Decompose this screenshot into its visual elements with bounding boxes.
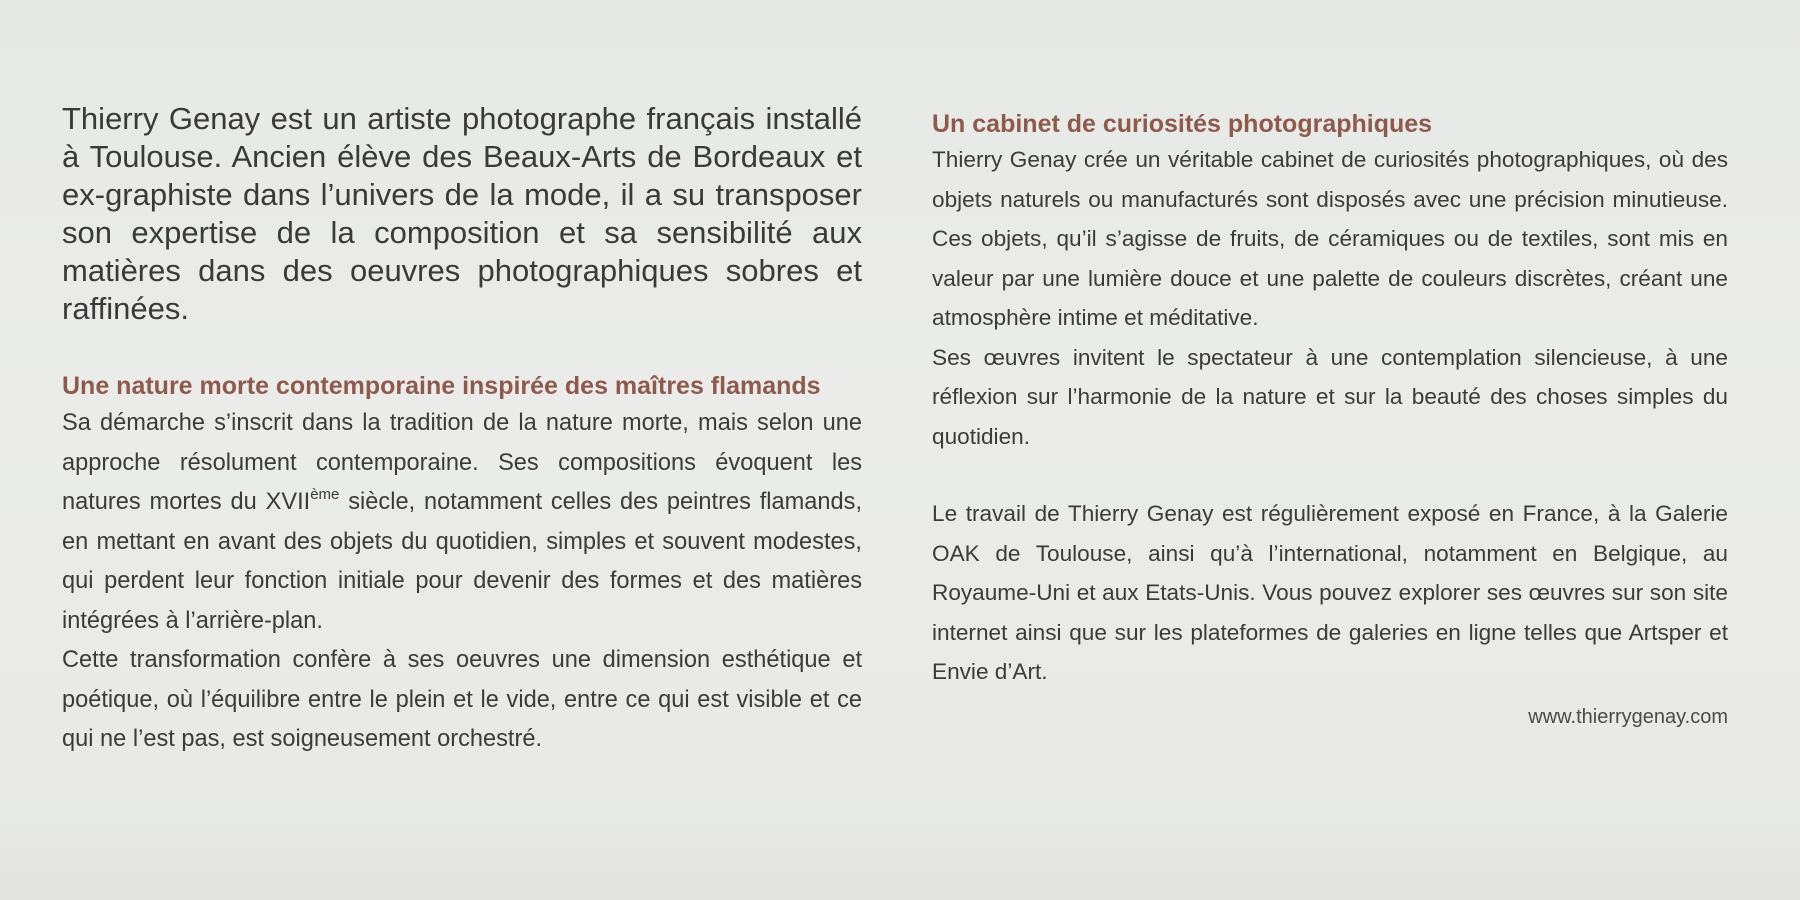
- section1-paragraph-2: Cette transformation confère à ses oeuvres une dimension esthétique et poétique, où l’équilibre entre le plein et le vide, entre ce qui est visible et ce qui ne l’est pas, est soigneusement orchestré.: [62, 647, 862, 752]
- section-heading-cabinet: Un cabinet de curiosités photographiques: [932, 110, 1433, 138]
- section2-paragraph-3: Le travail de Thierry Genay est régulièrement exposé en France, à la Galerie OAK de Toulouse, ainsi qu’à l’international, notamment en Belgique, au Royaume-Uni et aux Etats-Unis. Vous pouvez explorer ses œuvres sur son site internet ainsi que sur les plateformes de galeries en ligne telles que Artsper et Envie d’Art.: [932, 501, 1728, 684]
- right-column: [932, 108, 1728, 728]
- section2-paragraph-2: Ses œuvres invitent le spectateur à une contemplation silencieuse, à une réflexion sur l’harmonie de la nature et sur la beauté des choses simples du quotidien.: [932, 344, 1728, 449]
- page-shadow: [0, 820, 1800, 900]
- section1-paragraph-1: [62, 404, 862, 641]
- section1-paragraph-1-text-cont: siècle, notamment celles des peintres flamands, en mettant en avant des objets du quotidien, simples et souvent modestes, qui perdent leur fonction initiale pour devenir des formes et des matières intégrées à l’arrière-plan.: [62, 489, 863, 634]
- superscript-eme: ème: [310, 486, 340, 503]
- section2-paragraph-1: Thierry Genay crée un véritable cabinet de curiosités photographiques, où des objets naturels ou manufacturés sont disposés avec une précision minutieuse. Ces objets, qu’il s’agisse de fruits, de céramiques ou de textiles, sont mis en valeur par une lumière douce et une palette de couleurs discrètes, créant une atmosphère intime et méditative.: [932, 147, 1728, 330]
- section-heading-nature-morte: Une nature morte contemporaine inspirée des maîtres flamands: [62, 372, 821, 400]
- intro-paragraph: Thierry Genay est un artiste photographe français installé à Toulouse. Ancien élève des Beaux-Arts de Bordeaux et ex-graphiste dans l’univers de la mode, il a su transposer son expertise de la composition et sa sensibilité aux matières dans des oeuvres photographiques sobres et raffinées.: [62, 101, 862, 326]
- website-link[interactable]: www.thierrygenay.com: [1528, 705, 1728, 728]
- left-column: [62, 100, 862, 760]
- section1-paragraph-1-text: Sa démarche s’inscrit dans la tradition de la nature morte, mais selon une approche résolument contemporaine. Ses compositions évoquent les natures mortes du XVII: [62, 410, 862, 515]
